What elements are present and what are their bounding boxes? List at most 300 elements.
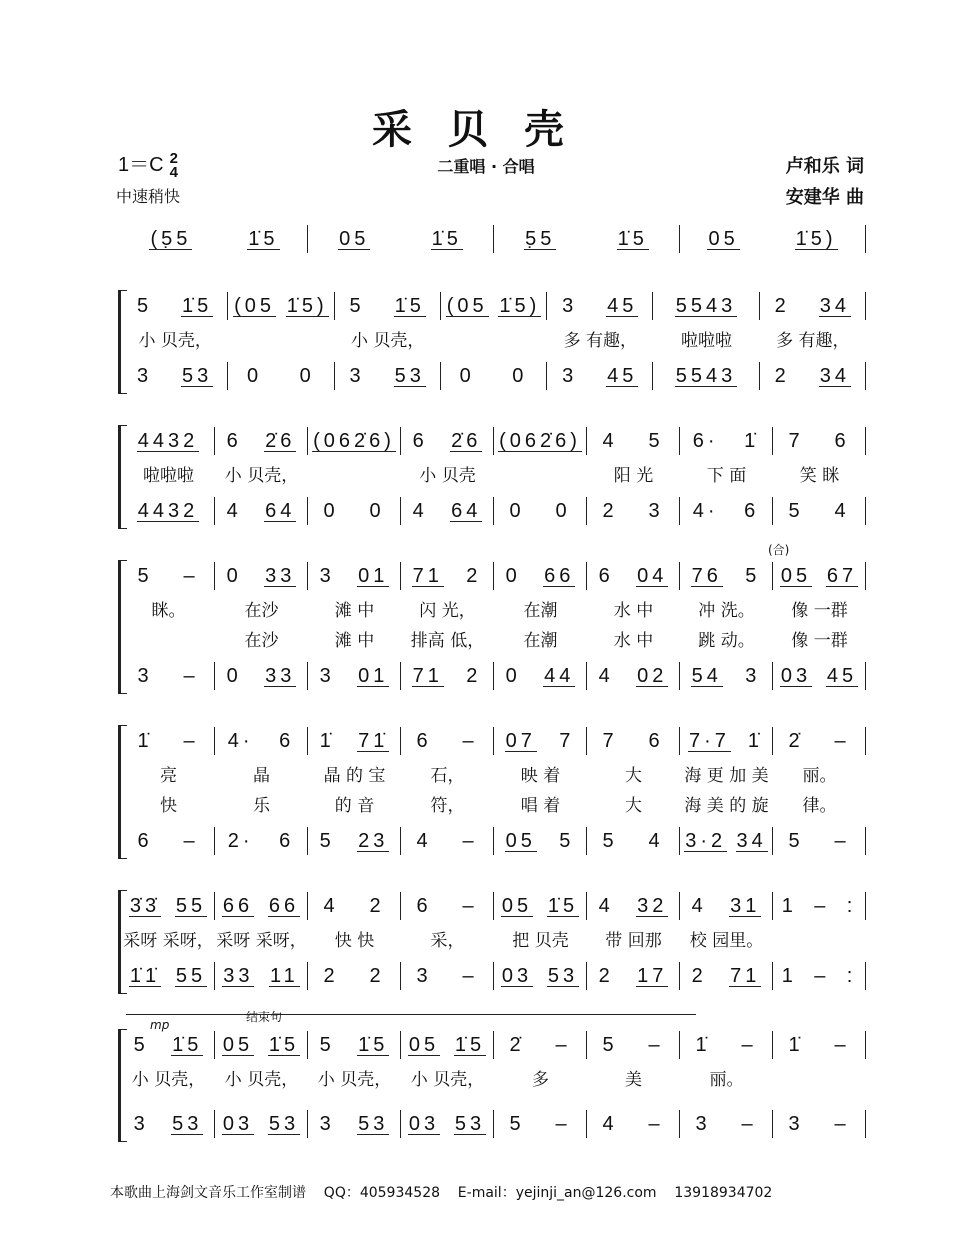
measure (308, 427, 401, 455)
beat: 3 (562, 294, 578, 317)
measure (773, 562, 866, 590)
beat: 2 (602, 499, 618, 522)
beat: 53 (172, 1112, 203, 1135)
beat: 1̇5 (172, 1033, 203, 1056)
beat: – (814, 964, 830, 987)
time-bottom: 4 (169, 163, 178, 181)
beat: 1̇5 (454, 1033, 486, 1056)
measure (308, 662, 401, 690)
lyric-cell: 笑 眯 (799, 465, 840, 486)
beat: 03 (408, 1112, 440, 1135)
lyric-cell: 水 中 (613, 600, 654, 621)
beat: 34 (819, 364, 850, 387)
beat: 7 (602, 729, 618, 752)
measure (215, 427, 308, 455)
measure (215, 727, 308, 755)
beat: 5 (133, 1033, 149, 1056)
beat: – (741, 1033, 757, 1056)
beat: 71 (730, 964, 761, 987)
beat: 1̇5) (286, 294, 328, 317)
system-bracket (118, 1029, 127, 1142)
lyric-cell: 小 贝壳， (224, 465, 299, 486)
measure (215, 662, 308, 690)
measure (122, 225, 308, 253)
beat: 6 (648, 729, 664, 752)
beat: 1̇5 (617, 227, 648, 250)
beat: 3̇3̇ (129, 894, 161, 917)
voice1-line (122, 292, 866, 320)
composer: 安建华 曲 (785, 187, 864, 208)
beat: 4· (227, 729, 254, 752)
beat: 01 (358, 664, 389, 687)
measure (308, 225, 494, 253)
beat: 44 (544, 664, 575, 687)
lyric-cell: 小 贝壳， (131, 1069, 206, 1090)
measure (587, 497, 680, 525)
beat: 0 (512, 364, 528, 387)
beat: 02 (637, 664, 668, 687)
measure (308, 497, 401, 525)
measure (308, 892, 401, 920)
beat: 17 (637, 964, 668, 987)
beat: 1̇5 (268, 1033, 300, 1056)
lyric-cell: 滩 中 (334, 600, 375, 621)
voice2-line (122, 497, 866, 525)
beat: 4 (602, 1112, 618, 1135)
lyric-cell: 啦啦啦 (143, 465, 194, 486)
measure (587, 727, 680, 755)
beat: 6 (834, 429, 850, 452)
beat: 7 (788, 429, 804, 452)
measure (308, 1031, 401, 1059)
beat: 6 (279, 829, 295, 852)
beat: 3 (319, 564, 335, 587)
lyric-cell: 亮 (160, 765, 177, 786)
beat: 0 (459, 364, 475, 387)
beat: 1̇ (137, 729, 153, 752)
beat: 1̇5 (182, 294, 213, 317)
beat: 5 (602, 1033, 618, 1056)
beat: 3 (562, 364, 578, 387)
beat: 05 (339, 227, 370, 250)
voice1-line (122, 727, 866, 755)
beat: 53 (358, 1112, 389, 1135)
measure (215, 892, 308, 920)
measure (215, 497, 308, 525)
measure (122, 292, 228, 320)
measure (494, 892, 587, 920)
lyric-cell: 快 (160, 795, 177, 816)
measure (587, 662, 680, 690)
measure (760, 292, 866, 320)
measure (587, 827, 680, 855)
intro-line (122, 225, 866, 253)
beat: 1̇ (319, 729, 335, 752)
beat: 3 (695, 1112, 711, 1135)
beat: 6· (692, 429, 719, 452)
beat: (5̣5 (150, 227, 192, 250)
ending-bracket (126, 1014, 696, 1015)
beat: 5 (136, 294, 153, 317)
beat: 5 (648, 429, 664, 452)
beat: (05 (446, 294, 488, 317)
beat: 2̇ (788, 729, 804, 752)
lyric-cell: 眯。 (151, 600, 186, 621)
measure (308, 562, 401, 590)
beat: 23 (358, 829, 389, 852)
beat: 3 (788, 1112, 804, 1135)
lyric-cell: 在潮 (523, 600, 558, 621)
beat: 53 (547, 964, 579, 987)
beat: 0 (505, 664, 521, 687)
time-top: 2 (169, 149, 178, 167)
beat: 3 (136, 364, 153, 387)
beat: 03 (222, 1112, 254, 1135)
beat: 4 (412, 499, 428, 522)
measure (680, 727, 773, 755)
lyrics-line (122, 926, 866, 950)
measure (494, 225, 680, 253)
beat: 53 (454, 1112, 486, 1135)
measure (494, 1110, 587, 1138)
measure (401, 962, 494, 990)
tempo-marking: 中速稍快 (116, 187, 181, 206)
lyric-cell: 小 贝壳， (410, 1069, 485, 1090)
beat: 01 (358, 564, 389, 587)
beat: – (462, 894, 478, 917)
measure (228, 292, 334, 320)
beat: 6 (137, 829, 153, 852)
measure (653, 292, 759, 320)
system-bracket (118, 725, 127, 859)
beat: 4· (692, 499, 719, 522)
beat: 05 (780, 564, 812, 587)
beat: – (462, 729, 478, 752)
measure (587, 427, 680, 455)
beat: – (183, 664, 199, 687)
beat: 1̇5 (431, 227, 462, 250)
beat: 53 (268, 1112, 300, 1135)
measure (335, 362, 441, 390)
beat: 07 (505, 729, 536, 752)
beat: : (846, 964, 857, 987)
voice1-line (122, 427, 866, 455)
beat: 4 (834, 499, 850, 522)
beat: 4 (598, 894, 614, 917)
beat: 66 (222, 894, 254, 917)
subtitle: 二重唱 · 合唱 (437, 157, 535, 176)
measure (401, 727, 494, 755)
beat: 32 (637, 894, 668, 917)
measure (494, 497, 587, 525)
measure (494, 562, 587, 590)
measure (680, 562, 773, 590)
measure (680, 962, 773, 990)
measure (215, 1031, 308, 1059)
beat: 4 (323, 894, 339, 917)
beat: 7·7 (688, 729, 730, 752)
lyric-cell: 大 (625, 765, 642, 786)
lyric-cell: 采呀 采呀， (123, 930, 214, 951)
measure (401, 562, 494, 590)
voice2-line (122, 362, 866, 390)
measure (680, 662, 773, 690)
measure (587, 1031, 680, 1059)
beat: 4432 (137, 429, 199, 452)
beat: 3·2 (685, 829, 727, 852)
beat: 5̣5 (525, 227, 556, 250)
beat: 1̇5 (248, 227, 279, 250)
lyrics-line (122, 1065, 866, 1089)
beat: 45 (607, 294, 638, 317)
measure (308, 962, 401, 990)
beat: 2 (691, 964, 707, 987)
beat: 33 (265, 564, 296, 587)
measure (773, 1110, 866, 1138)
measure (122, 497, 215, 525)
lyric-cell: 小 贝壳 (419, 465, 476, 486)
measure (680, 225, 866, 253)
beat: 33 (223, 964, 254, 987)
measure (494, 662, 587, 690)
lyric-cell: 律。 (802, 795, 837, 816)
beat: – (183, 829, 199, 852)
beat: 2̇6 (265, 429, 296, 452)
measure (122, 662, 215, 690)
system-bracket (118, 425, 127, 529)
measure (122, 727, 215, 755)
beat: 3 (319, 664, 335, 687)
beat: 6 (416, 894, 432, 917)
beat: – (462, 964, 478, 987)
measure (773, 727, 866, 755)
voice2-line (122, 962, 866, 990)
beat: 1̇5 (394, 294, 425, 317)
beat: 6 (412, 429, 428, 452)
measure (215, 827, 308, 855)
measure (122, 1110, 215, 1138)
beat: 4 (602, 429, 618, 452)
lyric-cell: 大 (625, 795, 642, 816)
beat: 71̇ (358, 729, 389, 752)
beat: – (834, 1033, 850, 1056)
beat: – (741, 1112, 757, 1135)
measure (122, 962, 215, 990)
lyric-cell: 小 贝壳， (224, 1069, 299, 1090)
measure (122, 1031, 215, 1059)
beat: – (183, 729, 199, 752)
measure (773, 962, 866, 990)
lyric-cell: 快 快 (334, 930, 375, 951)
voice2-line (122, 1110, 866, 1138)
lyrics-line (122, 761, 866, 785)
beat: 0 (247, 364, 263, 387)
beat: 1̇5) (499, 294, 541, 317)
beat: 53 (394, 364, 425, 387)
beat: 5 (745, 564, 761, 587)
measure (680, 1031, 773, 1059)
beat: 4 (648, 829, 664, 852)
beat: 55 (175, 894, 207, 917)
beat: 1̇5 (547, 894, 579, 917)
beat: 1̇ (744, 429, 760, 452)
beat: – (834, 729, 850, 752)
measure (215, 1110, 308, 1138)
beat: 45 (607, 364, 638, 387)
lyric-cell: 带 回那 (605, 930, 662, 951)
beat: 2 (774, 294, 790, 317)
measure (773, 892, 866, 920)
measure (441, 292, 547, 320)
lyric-cell: 闪 光， (419, 600, 476, 621)
measure (773, 662, 866, 690)
measure (441, 362, 547, 390)
measure (494, 962, 587, 990)
lyric-cell: 丽。 (802, 765, 837, 786)
ending-label: 结束句 (246, 1010, 283, 1024)
beat: (05 (234, 294, 276, 317)
lyric-cell: 像 一群 (791, 600, 848, 621)
lyrics-line (122, 326, 866, 350)
beat: 34 (736, 829, 767, 852)
beat: – (183, 564, 199, 587)
beat: 2· (227, 829, 254, 852)
beat: – (814, 894, 830, 917)
measure (680, 892, 773, 920)
measure (494, 727, 587, 755)
measure (547, 362, 653, 390)
measure (773, 427, 866, 455)
system-bracket (118, 560, 127, 694)
beat: 64 (451, 499, 482, 522)
measure (680, 427, 773, 455)
beat: – (555, 1033, 571, 1056)
beat: 6 (226, 429, 242, 452)
lyric-cell: 映 着 (520, 765, 561, 786)
measure (587, 962, 680, 990)
lyric-cell: 冲 洗。 (698, 600, 755, 621)
measure (401, 497, 494, 525)
measure (773, 827, 866, 855)
beat: 5 (319, 829, 335, 852)
beat: (062̇6) (499, 429, 581, 452)
lyric-cell: 滩 中 (334, 630, 375, 651)
beat: 1 (781, 894, 797, 917)
beat: 71 (412, 564, 443, 587)
beat: 05 (708, 227, 739, 250)
song-title: 采贝壳 (372, 106, 600, 153)
lyric-cell: 采呀 采呀， (216, 930, 307, 951)
measure (653, 362, 759, 390)
beat: 0 (555, 499, 571, 522)
beat: – (834, 1112, 850, 1135)
voice2-line (122, 662, 866, 690)
lyric-cell: 采， (430, 930, 465, 951)
lyric-cell: 多 (532, 1069, 549, 1090)
beat: 4432 (137, 499, 199, 522)
beat: 03 (780, 664, 812, 687)
lyric-cell: 乐 (253, 795, 270, 816)
lyric-cell: 排高 低， (410, 630, 485, 651)
lyric-cell: 下 面 (706, 465, 747, 486)
lyric-cell: 石， (430, 765, 465, 786)
beat: 45 (826, 664, 858, 687)
beat: 55 (175, 964, 207, 987)
lyric-cell: 跳 动。 (698, 630, 755, 651)
measure (401, 1110, 494, 1138)
beat: 6 (279, 729, 295, 752)
measure (335, 292, 441, 320)
beat: 2̇ (509, 1033, 525, 1056)
beat: (062̇6) (313, 429, 395, 452)
beat: 5543 (675, 294, 737, 317)
footer-credits: 本歌曲上海剑文音乐工作室制谱 QQ：405934528 E-mail：yejinji_an@126.com 13918934702 (110, 1185, 773, 1201)
beat: 0 (509, 499, 525, 522)
measure (587, 1110, 680, 1138)
beat: 1̇ (747, 729, 763, 752)
beat: – (648, 1033, 664, 1056)
beat: 64 (265, 499, 296, 522)
beat: 31 (730, 894, 761, 917)
lyric-cell: 晶 的 宝 (323, 765, 386, 786)
beat: 2 (369, 964, 385, 987)
measure (215, 962, 308, 990)
beat: 5 (602, 829, 618, 852)
measure (308, 727, 401, 755)
measure (401, 827, 494, 855)
beat: 4 (598, 664, 614, 687)
beat: 3 (416, 964, 432, 987)
beat: 3 (349, 364, 365, 387)
system-bracket (118, 290, 127, 394)
beat: 2 (774, 364, 790, 387)
beat: 03 (501, 964, 533, 987)
measure (680, 827, 773, 855)
lyrics-line (122, 596, 866, 620)
lyricist: 卢和乐 词 (785, 156, 864, 177)
beat: 2 (466, 564, 482, 587)
measure (401, 427, 494, 455)
beat: 11 (269, 964, 299, 987)
lyric-cell: 的 音 (334, 795, 375, 816)
beat: 4 (691, 894, 707, 917)
beat: 6 (598, 564, 614, 587)
beat: 5 (788, 499, 804, 522)
beat: 3 (133, 1112, 149, 1135)
measure (587, 562, 680, 590)
lyric-cell: 在潮 (523, 630, 558, 651)
lyric-cell: 小 贝壳， (351, 330, 425, 351)
lyric-cell: 水 中 (613, 630, 654, 651)
lyric-cell: 阳 光 (613, 465, 654, 486)
lyric-cell: 小 贝壳， (138, 330, 212, 351)
beat: – (648, 1112, 664, 1135)
beat: – (462, 829, 478, 852)
lyric-cell: 多 有趣， (563, 330, 637, 351)
beat: 1̇ (695, 1033, 711, 1056)
measure (122, 562, 215, 590)
beat: 1̇5 (358, 1033, 389, 1056)
measure (401, 892, 494, 920)
measure (308, 827, 401, 855)
beat: 3 (648, 499, 664, 522)
lyric-cell: 在沙 (244, 600, 279, 621)
beat: 05 (408, 1033, 440, 1056)
beat: 0 (226, 564, 242, 587)
measure (401, 1031, 494, 1059)
lyric-cell: 在沙 (244, 630, 279, 651)
beat: 05 (501, 894, 533, 917)
